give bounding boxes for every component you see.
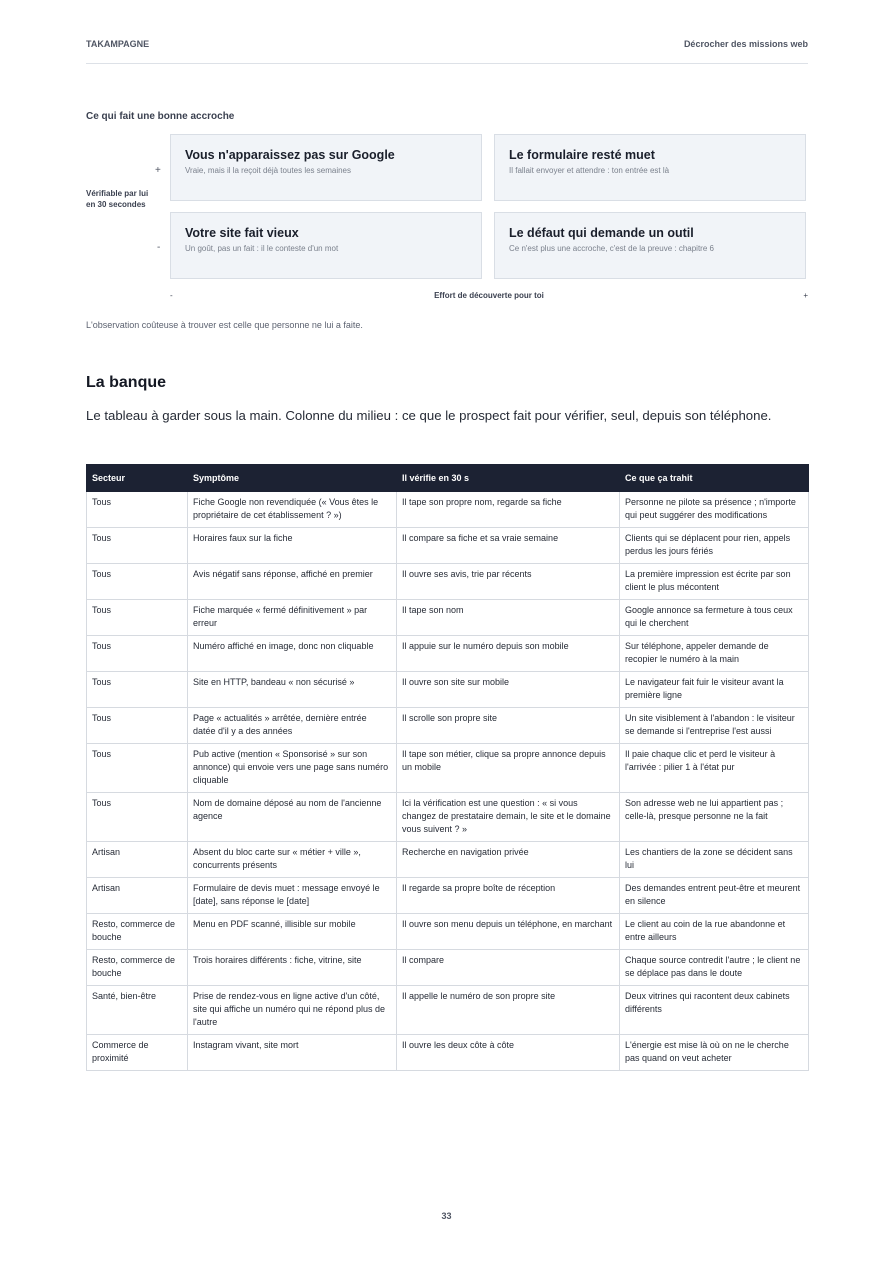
matrix-cell bbox=[494, 212, 806, 279]
cell-sector: Tous bbox=[87, 793, 188, 842]
cell-check: Ici la vérification est une question : « si vous changez de prestataire demain, le site et le domaine vous suivent ? » bbox=[397, 793, 620, 842]
cell-symptom: Page « actualités » arrêtée, dernière entrée datée d'il y a des années bbox=[188, 708, 397, 744]
cell-sector: Tous bbox=[87, 600, 188, 636]
y-axis-plus: + bbox=[155, 165, 161, 176]
cell-check: Il regarde sa propre boîte de réception bbox=[397, 878, 620, 914]
cell-reveals: Deux vitrines qui racontent deux cabinets différents bbox=[620, 986, 809, 1035]
cell-sector: Tous bbox=[87, 672, 188, 708]
matrix-cell-subtitle: Un goût, pas un fait : il le conteste d'un mot bbox=[185, 244, 339, 253]
table-row bbox=[87, 986, 809, 1035]
cell-check: Il tape son métier, clique sa propre annonce depuis un mobile bbox=[397, 744, 620, 793]
cell-check: Il tape son propre nom, regarde sa fiche bbox=[397, 492, 620, 528]
header-divider bbox=[86, 63, 808, 64]
cell-check: Il ouvre les deux côte à côte bbox=[397, 1035, 620, 1071]
column-header-symptom: Symptôme bbox=[188, 465, 397, 492]
cell-check: Il appelle le numéro de son propre site bbox=[397, 986, 620, 1035]
cell-check: Il ouvre son menu depuis un téléphone, en marchant bbox=[397, 914, 620, 950]
cell-sector: Tous bbox=[87, 564, 188, 600]
table-row bbox=[87, 492, 809, 528]
cell-symptom: Absent du bloc carte sur « métier + ville », concurrents présents bbox=[188, 842, 397, 878]
cell-reveals: La première impression est écrite par son client le plus mécontent bbox=[620, 564, 809, 600]
cell-reveals: Chaque source contredit l'autre ; le client ne se déplace pas dans le doute bbox=[620, 950, 809, 986]
cell-symptom: Fiche marquée « fermé définitivement » par erreur bbox=[188, 600, 397, 636]
y-axis-minus: - bbox=[157, 242, 161, 253]
table-row bbox=[87, 600, 809, 636]
matrix-cell bbox=[494, 134, 806, 201]
cell-check: Il ouvre ses avis, trie par récents bbox=[397, 564, 620, 600]
section-heading: La banque bbox=[86, 374, 167, 391]
matrix-cell-title: Vous n'apparaissez pas sur Google bbox=[185, 148, 395, 162]
table-row bbox=[87, 528, 809, 564]
x-axis-label: Effort de découverte pour toi bbox=[434, 291, 544, 300]
x-axis-plus: + bbox=[803, 291, 808, 300]
table-header-row bbox=[87, 465, 809, 492]
cell-sector: Artisan bbox=[87, 842, 188, 878]
cell-symptom: Numéro affiché en image, donc non cliquable bbox=[188, 636, 397, 672]
cell-symptom: Horaires faux sur la fiche bbox=[188, 528, 397, 564]
cell-symptom: Prise de rendez-vous en ligne active d'un côté, site qui affiche un numéro qui ne répond plus de l'autre bbox=[188, 986, 397, 1035]
cell-check: Il compare bbox=[397, 950, 620, 986]
cell-symptom: Avis négatif sans réponse, affiché en premier bbox=[188, 564, 397, 600]
matrix-cell-subtitle: Vraie, mais il la reçoit déjà toutes les semaines bbox=[185, 166, 351, 175]
cell-reveals: Google annonce sa fermeture à tous ceux qui le cherchent bbox=[620, 600, 809, 636]
x-axis-minus: - bbox=[170, 291, 173, 300]
cell-reveals: Sur téléphone, appeler demande de recopier le numéro à la main bbox=[620, 636, 809, 672]
cell-check: Il ouvre son site sur mobile bbox=[397, 672, 620, 708]
cell-reveals: Un site visiblement à l'abandon : le visiteur se demande si l'entreprise l'est aussi bbox=[620, 708, 809, 744]
table-body bbox=[87, 492, 809, 1071]
matrix-cell-subtitle: Il fallait envoyer et attendre : ton entrée est là bbox=[509, 166, 670, 175]
cell-sector: Tous bbox=[87, 708, 188, 744]
cell-reveals: Le client au coin de la rue abandonne et entre ailleurs bbox=[620, 914, 809, 950]
cell-reveals: Il paie chaque clic et perd le visiteur à l'arrivée : pilier 1 à l'état pur bbox=[620, 744, 809, 793]
table-row bbox=[87, 914, 809, 950]
cell-symptom: Nom de domaine déposé au nom de l'ancienne agence bbox=[188, 793, 397, 842]
table-row bbox=[87, 878, 809, 914]
matrix-title: Ce qui fait une bonne accroche bbox=[86, 111, 235, 122]
cell-sector: Tous bbox=[87, 492, 188, 528]
cell-symptom: Instagram vivant, site mort bbox=[188, 1035, 397, 1071]
table-row bbox=[87, 950, 809, 986]
cell-sector: Tous bbox=[87, 744, 188, 793]
matrix-cell-title: Votre site fait vieux bbox=[185, 226, 299, 240]
matrix-cell bbox=[170, 134, 482, 201]
matrix-cell bbox=[170, 212, 482, 279]
section-intro: Le tableau à garder sous la main. Colonne du milieu : ce que le prospect fait pour vérifier, seul, depuis son téléphone. bbox=[86, 408, 772, 423]
table-row bbox=[87, 1035, 809, 1071]
column-header-sector: Secteur bbox=[87, 465, 188, 492]
cell-symptom: Fiche Google non revendiquée (« Vous êtes le propriétaire de cet établissement ? ») bbox=[188, 492, 397, 528]
table-row bbox=[87, 744, 809, 793]
cell-sector: Resto, commerce de bouche bbox=[87, 914, 188, 950]
header-chapter-title: Décrocher des missions web bbox=[683, 39, 808, 49]
page-number: 33 bbox=[441, 1211, 452, 1221]
cell-reveals: Clients qui se déplacent pour rien, appels perdus les jours fériés bbox=[620, 528, 809, 564]
y-axis-label: Vérifiable par lui en 30 secondes bbox=[86, 189, 149, 209]
cell-check: Recherche en navigation privée bbox=[397, 842, 620, 878]
column-header-check: Il vérifie en 30 s bbox=[397, 465, 620, 492]
matrix-caption: L'observation coûteuse à trouver est celle que personne ne lui a faite. bbox=[86, 320, 363, 330]
table-row bbox=[87, 708, 809, 744]
cell-reveals: L'énergie est mise là où on ne le cherche pas quand on veut acheter bbox=[620, 1035, 809, 1071]
table-row bbox=[87, 564, 809, 600]
cell-reveals: Son adresse web ne lui appartient pas ; celle-là, presque personne ne la fait bbox=[620, 793, 809, 842]
cell-reveals: Les chantiers de la zone se décident sans lui bbox=[620, 842, 809, 878]
table-row bbox=[87, 672, 809, 708]
cell-reveals: Des demandes entrent peut-être et meurent en silence bbox=[620, 878, 809, 914]
cell-sector: Santé, bien-être bbox=[87, 986, 188, 1035]
column-header-reveals: Ce que ça trahit bbox=[620, 465, 809, 492]
table-row bbox=[87, 636, 809, 672]
matrix-cell-title: Le défaut qui demande un outil bbox=[509, 226, 694, 240]
cell-symptom: Trois horaires différents : fiche, vitrine, site bbox=[188, 950, 397, 986]
cell-symptom: Site en HTTP, bandeau « non sécurisé » bbox=[188, 672, 397, 708]
cell-check: Il compare sa fiche et sa vraie semaine bbox=[397, 528, 620, 564]
cell-symptom: Pub active (mention « Sponsorisé » sur son annonce) qui envoie vers une page sans numéro cliquable bbox=[188, 744, 397, 793]
cell-sector: Resto, commerce de bouche bbox=[87, 950, 188, 986]
running-header bbox=[86, 39, 808, 53]
cell-reveals: Personne ne pilote sa présence ; n'importe qui peut suggérer des modifications bbox=[620, 492, 809, 528]
matrix-cell-title: Le formulaire resté muet bbox=[509, 148, 655, 162]
symptom-table bbox=[86, 464, 809, 1071]
cell-check: Il scrolle son propre site bbox=[397, 708, 620, 744]
table-row bbox=[87, 793, 809, 842]
cell-sector: Commerce de proximité bbox=[87, 1035, 188, 1071]
cell-sector: Artisan bbox=[87, 878, 188, 914]
matrix-cell-subtitle: Ce n'est plus une accroche, c'est de la preuve : chapitre 6 bbox=[509, 244, 714, 253]
header-book-title: TAKAMPAGNE bbox=[86, 39, 150, 49]
cell-check: Il tape son nom bbox=[397, 600, 620, 636]
cell-symptom: Menu en PDF scanné, illisible sur mobile bbox=[188, 914, 397, 950]
cell-check: Il appuie sur le numéro depuis son mobile bbox=[397, 636, 620, 672]
cell-symptom: Formulaire de devis muet : message envoyé le [date], sans réponse le [date] bbox=[188, 878, 397, 914]
cell-sector: Tous bbox=[87, 528, 188, 564]
cell-sector: Tous bbox=[87, 636, 188, 672]
table-row bbox=[87, 842, 809, 878]
cell-reveals: Le navigateur fait fuir le visiteur avant la première ligne bbox=[620, 672, 809, 708]
